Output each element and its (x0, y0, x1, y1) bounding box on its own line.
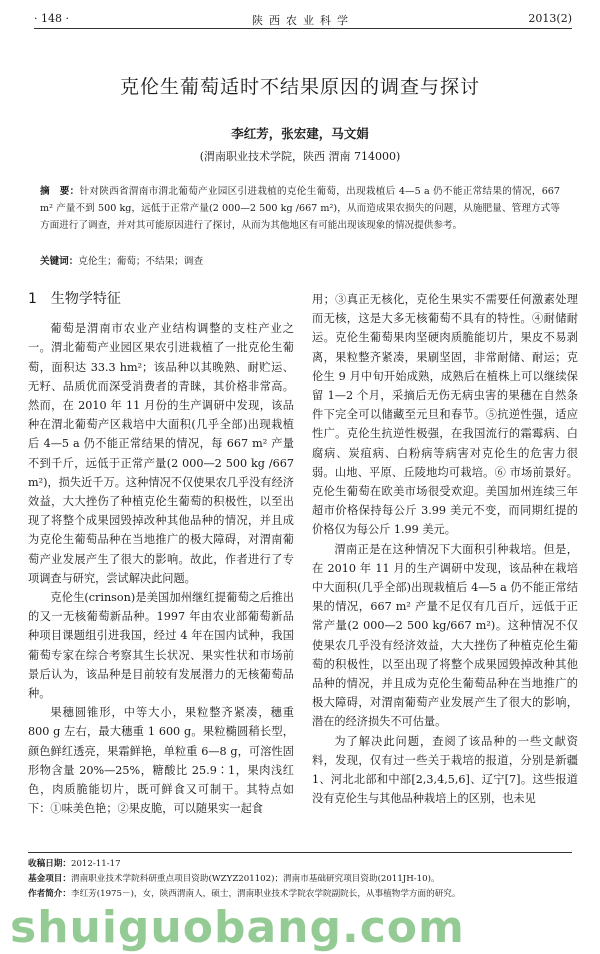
issue-label: 2013(2) (528, 12, 572, 25)
keywords-label: 关键词： (40, 256, 79, 267)
paragraph: 渭南正是在这种情况下大面积引种栽培。但是，在 2010 年 11 月的生产调研中发现，该品种在栽培中大面积(几乎全部)出现栽植后 4—5 a 仍不能正常结果的情况，667 m² 产量不足仅有几百斤，远低于正常产量(2 000—2 500 kg/667 m²)。这种情况不仅使果农几乎没有经济效益，大大挫伤了种植克伦生葡萄的积极性，以至出现了将整个成果园毁掉改种其他品种的情况，并且成为克伦生葡萄品种在当地推广的极大障碍，对渭南葡萄产业发展产生了很大的影响，潜在的经济损失不可估量。 (312, 542, 578, 729)
fund-note: 基金项目：渭南职业技术学院科研重点项目资助(WZYZ201102)；渭南市基础研究项目资助(2011JH-10)。 (28, 874, 440, 884)
affiliation: (渭南职业技术学院，陕西 渭南 714000) (199, 150, 401, 163)
paragraph: 用；③真正无核化，克伦生果实不需要任何激素处理而无核，这是大多无核葡萄不具有的特性。④耐储耐运。克伦生葡萄果肉坚硬肉质脆能切片，果皮不易剥离，果粒整齐紧凑，果刷坚固，非常耐储、耐运；克伦生 9 月中旬开始成熟，成熟后在植株上可以继续保留 1—2 个月，采摘后无伤无病虫害的果穗在自然条件下完全可以储藏至元旦和春节。⑤抗逆性强，适应性广。克伦生抗逆性极强，在我国流行的霜霉病、白腐病、炭疽病、白粉病等病害对克伦生的危害力很弱。山地、平原、丘陵地均可栽培。⑥ 市场前景好。克伦生葡萄在欧美市场很受欢迎。美国加州连续三年超市价格保持每公斤 3.99 美元不变，而同期红提的价格仅为每公斤 1.99 美元。 (312, 293, 578, 537)
running-header (34, 10, 572, 29)
journal-name: 陕西农业科学 (252, 14, 354, 27)
left-column (28, 290, 294, 818)
authors: 李红芳，张宏建，马文娟 (231, 126, 369, 141)
section-heading: 1 生物学特征 (28, 291, 121, 307)
footnotes (28, 852, 572, 902)
received-date: 收稿日期：2012-11-17 (28, 859, 121, 869)
author-bio: 作者简介：李红芳(1975－)，女，陕西渭南人，硕士，渭南职业技术学院农学院副院长，从事植物学方面的研究。 (28, 889, 461, 899)
page-number: · 148 · (34, 12, 69, 25)
keywords-text: 克伦生；葡萄；不结果；调查 (78, 256, 204, 267)
abstract-text: 针对陕西省渭南市渭北葡萄产业园区引进栽植的克伦生葡萄，出现栽植后 4—5 a 仍不能正常结果的情况，667 m² 产量不到 500 kg，远低于正常产量(2 000—2 500 kg /667 m²)，从而造成果农损失的问题，从施肥量、管理方式等方面进行了调查，并对其可能原因进行了探讨，从而为其他地区有可能出现该现象的情况提供参考。 (40, 186, 561, 231)
abstract (40, 183, 560, 234)
paragraph: 克伦生(crinson)是美国加州继红提葡萄之后推出的又一无核葡萄新品种。1997 年由农业部葡萄新品种项目课题组引进我国，经过 4 年在国内试种，我国葡萄专家在综合考察其生长状况、果实性状和市场前景后认为，该品种是目前较有发展潜力的无核葡萄品种。 (28, 591, 294, 701)
keywords (40, 253, 560, 267)
abstract-label: 摘 要： (40, 186, 80, 197)
paragraph: 果穗圆锥形，中等大小，果粒整齐紧凑，穗重 800 g 左右，最大穗重 1 600 g。果粒椭圆稍长型，颜色鲜红透亮，果霜鲜艳，单粒重 6—8 g，可溶性固形物含量 20%—25%，糖酸比 25.9∶1，果肉浅红色，肉质脆能切片，既可鲜食又可制干。其特点如下：①味美色艳；②果皮脆，可以随果实一起食 (28, 706, 294, 816)
article-title: 克伦生葡萄适时不结果原因的调查与探讨 (119, 76, 480, 98)
right-column (312, 290, 578, 808)
watermark: shuiguobang.com (10, 902, 465, 953)
paragraph: 葡萄是渭南市农业产业结构调整的支柱产业之一。渭北葡萄产业园区果农引进栽植了一批克伦生葡萄，面积达 33.3 hm²；该品种以其晚熟、耐贮运、无籽、品质优而深受消费者的青睐，其价格非常高。然而，在 2010 年 11 月份的生产调研中发现，该品种在渭北葡萄产区栽培中大面积(几乎全部)出现栽植后 4—5 a 仍不能正常结果的情况，每 667 m² 产量不到千斤，远低于正常产量(2 000—2 500 kg /667 m²)，损失近千万。这种情况不仅使果农几乎没有经济效益，大大挫伤了种植克伦生葡萄的积极性，以至出现了将整个成果园毁掉改种其他品种的情况，并且成为克伦生葡萄品种在当地推广的极大障碍，对渭南葡萄产业发展产生了很大的影响。故此，作者进行了专项调查与研究，尝试解决此问题。 (28, 322, 294, 585)
paragraph: 为了解决此问题，查阅了该品种的一些文献资料，发现，仅有过一些关于栽培的报道，分别是新疆 1、河北北部和中部[2,3,4,5,6]、辽宁[7]。这些报道没有克伦生与其他品种栽培上的区别，也未见 (312, 734, 578, 806)
